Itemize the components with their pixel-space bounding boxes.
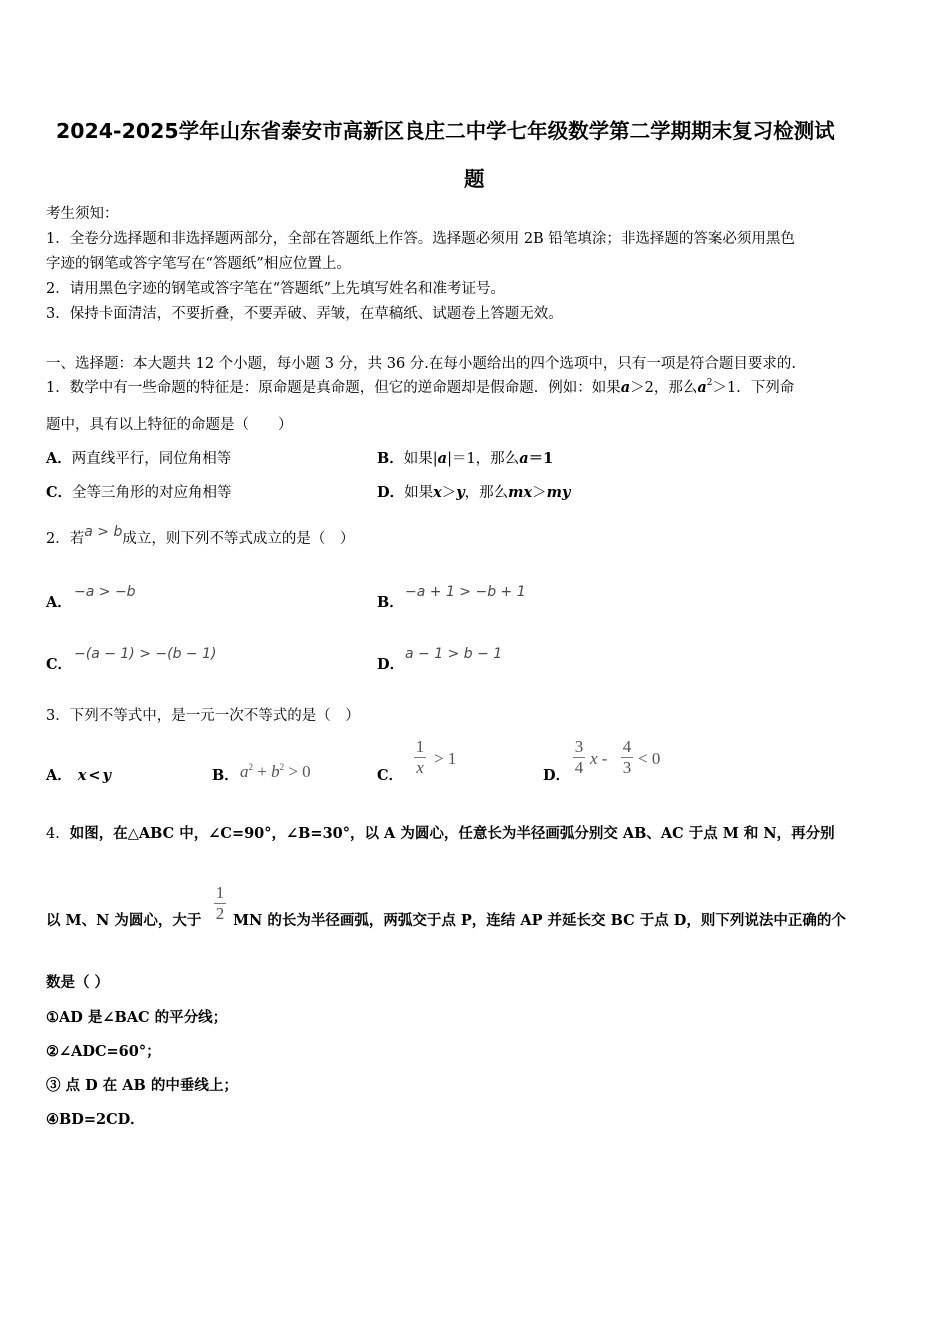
- question-1-line-1: 1．数学中有一些命题的特征是：原命题是真命题，但它的逆命题却是假命题．例如：如果a＞2，那么$a^2>1$．下列命: [46, 378, 795, 396]
- question-1-number: 1．: [46, 380, 70, 396]
- notice-item-2: 2．请用黑色字迹的钢笔或答字笔在“答题纸”上先填写姓名和准考证号。: [46, 281, 506, 297]
- q2-option-d-formula: a − 1 > b − 1: [405, 646, 503, 662]
- question-2-number: 2．: [46, 531, 70, 547]
- q2-option-a-formula: −a > −b: [74, 584, 136, 600]
- q2-option-c: C．: [46, 656, 73, 673]
- q3-option-b: B．: [212, 767, 239, 784]
- question-4-number: 4．: [46, 826, 70, 842]
- q1-option-a: A．两直线平行，同位角相等: [46, 450, 232, 467]
- q2-option-b-formula: −a + 1 > −b + 1: [405, 584, 526, 600]
- q1-option-b: B．如果|a|＝1，那么a＝1: [377, 450, 554, 467]
- section-heading: 一、选择题：本大题共 12 个小题，每小题 3 分，共 36 分.在每小题给出的四个选项中，只有一项是符合题目要求的.: [46, 356, 796, 372]
- q3-option-d: D．: [543, 767, 571, 784]
- page-title-continued: 题: [464, 167, 485, 191]
- question-4-line-2-pre: 以 M、N 为圆心，大于: [46, 912, 202, 929]
- q3-option-b-formula: $a^2 + b^2 > 0$: [240, 762, 311, 781]
- q3-option-d-rest: < 0: [638, 749, 661, 768]
- q3-option-c-fraction: 1 x: [415, 737, 425, 777]
- q4-statement-2: ②∠ADC=60°；: [46, 1043, 161, 1060]
- notice-item-1-cont: 字迹的钢笔或答字笔写在“答题纸”相应位置上。: [46, 256, 351, 272]
- notice-item-1: 1．全卷分选择题和非选择题两部分，全部在答题纸上作答。选择题必须用 2B 铅笔填涂；非选择题的答案必须用黑色: [46, 231, 795, 247]
- question-2-stem: 2．若a > b成立，则下列不等式成立的是（ ）: [46, 524, 355, 547]
- q4-statement-3: ③ 点 D 在 AB 的中垂线上；: [46, 1077, 238, 1094]
- question-4-line-1: 4．如图，在△ABC 中，∠C=90°，∠B=30°，以 A 为圆心，任意长为半径画弧分别交 AB、AC 于点 M 和 N，再分别: [46, 825, 835, 842]
- question-1-line-2: 题中，具有以上特征的命题是（ ）: [46, 417, 293, 433]
- notice-heading: 考生须知：: [46, 206, 119, 222]
- q2-option-c-formula: −(a − 1) > −(b − 1): [74, 646, 217, 662]
- q2-option-b: B．: [377, 594, 404, 611]
- question-3-stem: 3．下列不等式中，是一元一次不等式的是（ ）: [46, 708, 360, 724]
- q2-option-d: D．: [377, 656, 405, 673]
- q1-option-d: D．如果x＞y，那么mx＞my: [377, 484, 571, 501]
- q3-option-c: C．: [377, 767, 404, 784]
- notice-item-3: 3．保持卡面清洁，不要折叠，不要弄破、弄皱，在草稿纸、试题卷上答题无效。: [46, 306, 563, 322]
- q4-statement-4: ④BD=2CD．: [46, 1111, 145, 1128]
- page-title: 2024-2025学年山东省泰安市高新区良庄二中学七年级数学第二学期期末复习检测试: [56, 119, 835, 143]
- question-3-number: 3．: [46, 708, 70, 724]
- q3-option-c-rest: > 1: [434, 749, 457, 768]
- question-4-line-2-post: MN 的长为半径画弧，两弧交于点 P，连结 AP 并延长交 BC 于点 D，则下列说法中正确的个: [233, 912, 846, 929]
- q3-option-d-fraction-2: 4 3: [622, 737, 632, 777]
- q3-option-d-middle: x -: [590, 749, 608, 768]
- q1-option-c: C．全等三角形的对应角相等: [46, 484, 232, 501]
- q4-half-fraction: 1 2: [215, 883, 225, 923]
- question-4-line-3: 数是（ ）: [46, 974, 110, 991]
- q3-option-a: A． x < y: [46, 767, 112, 784]
- q2-condition-formula: a > b: [84, 524, 123, 540]
- q3-option-d-fraction-1: 3 4: [574, 737, 584, 777]
- q2-option-a: A．: [46, 594, 72, 611]
- q4-statement-1: ①AD 是∠BAC 的平分线；: [46, 1009, 228, 1026]
